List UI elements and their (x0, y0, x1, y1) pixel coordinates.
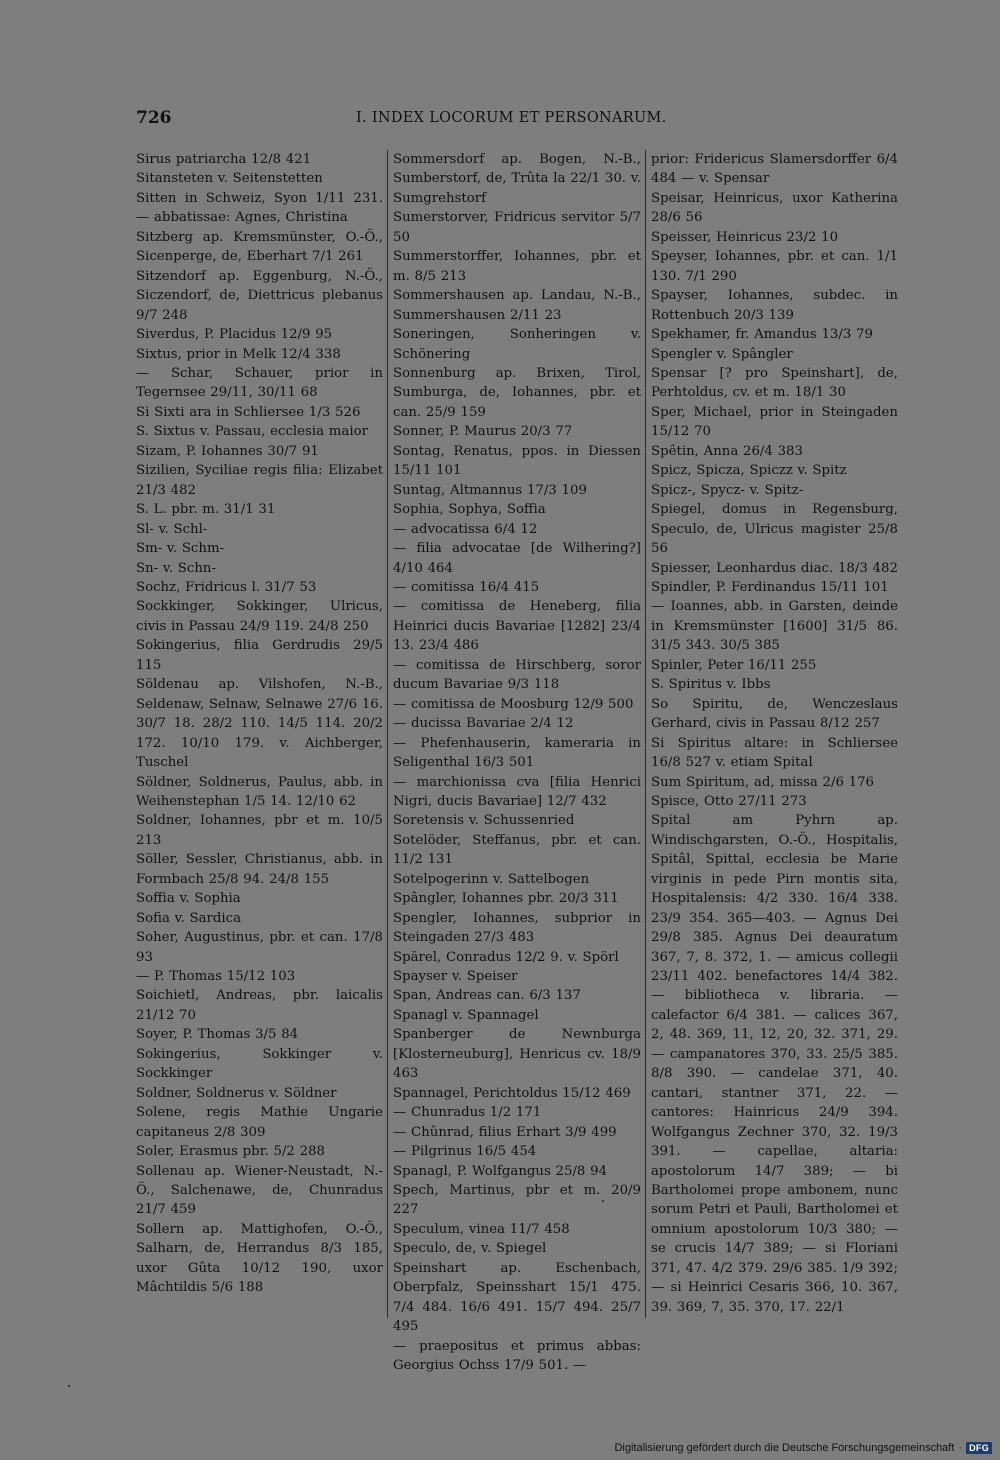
column-rule (645, 150, 646, 1318)
index-entry: Sper, Michael, prior in Steingaden 15/12 70 (651, 404, 898, 440)
index-entry: Sl- v. Schl- (136, 521, 208, 537)
index-entry: Solene, regis Mathie Ungarie capitaneus 2/8 309 (136, 1105, 383, 1140)
index-entry: Sm- v. Schm- (136, 541, 225, 557)
index-entry: Soldner, Soldnerus v. Söldner (136, 1085, 337, 1101)
index-entry: Spiegel, domus in Regensburg, Speculo, de, Ulricus magister 25/8 56 (651, 502, 898, 557)
index-entry: Sixtus, prior in Melk 12/4 338 (136, 346, 341, 362)
index-entry: Sokingerius, filia Gerdrudis 29/5 115 (136, 638, 383, 673)
page-number: 726 (136, 108, 172, 128)
index-entry: Sitzendorf ap. Eggenburg, N.-Ö., Siczendorf, de, Diettricus plebanus 9/7 248 (136, 268, 383, 323)
index-entry: — comitissa de Heneberg, filia Heinrici ducis Bavariae [1282] 23/4 13. 23/4 486 (393, 599, 641, 654)
index-entry: Söldenau ap. Vilshofen, N.-B., Seldenaw, Selnaw, Selnawe 27/6 16. 30/7 18. 28/2 110. 14/5 114. 20/2 172. 10/10 179. v. Aichberger, Tuschel (136, 677, 383, 771)
column-rule (387, 150, 388, 1318)
index-entry: — praepositus et primus abbas: Georgius Ochss 17/9 501. — (393, 1338, 641, 1374)
index-entry: Sn- v. Schn- (136, 560, 216, 576)
index-column-2 (393, 150, 641, 1376)
index-entry: Spanberger de Newnburga [Klosterneuburg], Henricus cv. 18/9 463 (393, 1027, 641, 1082)
index-entry: Sofia v. Sardica (136, 910, 242, 926)
index-entry: Sontag, Renatus, ppos. in Diessen 15/11 101 (393, 443, 641, 479)
index-entry: — comitissa 16/4 415 (393, 579, 540, 595)
digitization-credit: Digitalisierung gefördert durch die Deutsche Forschungsgemeinschaft · DFG (614, 1442, 992, 1454)
index-entry: So Spiritu, de, Wenczeslaus Gerhard, civis in Passau 8/12 257 (651, 696, 898, 732)
index-entry: Sophia, Sophya, Soffia (393, 502, 546, 518)
index-entry: Sochz, Fridricus l. 31/7 53 (136, 579, 317, 595)
index-entry: Sitten in Schweiz, Syon 1/11 231. — abbatissae: Agnes, Christina (136, 190, 383, 226)
index-entry: Spanagl, P. Wolfgangus 25/8 94 (393, 1163, 608, 1179)
index-entry: Spengler, Iohannes, subprior in Steingaden 27/3 483 (393, 910, 641, 946)
index-entry: Speyser, Iohannes, pbr. et can. 1/1 130. 7/1 290 (651, 249, 898, 284)
index-entry: Sotelöder, Steffanus, pbr. et can. 11/2 131 (393, 832, 641, 868)
index-entry: Si Sixti ara in Schliersee 1/3 526 (136, 404, 361, 420)
index-entry: Söller, Sessler, Christianus, abb. in Formbach 25/8 94. 24/8 155 (136, 852, 383, 887)
index-entry: — Pilgrinus 16/5 454 (393, 1144, 537, 1160)
index-entry: — Chûnrad, filius Erhart 3/9 499 (393, 1124, 617, 1140)
index-entry: S. Sixtus v. Passau, ecclesia maior (136, 424, 368, 440)
index-entry: Spinler, Peter 16/11 255 (651, 657, 817, 673)
index-entry: Sum Spiritum, ad, missa 2/6 176 (651, 774, 875, 790)
index-entry: Spengler v. Spângler (651, 346, 793, 362)
index-entry: Soretensis v. Schussenried (393, 813, 575, 829)
index-entry: Spanagl v. Spannagel (393, 1007, 539, 1023)
dfg-logo: DFG (966, 1442, 992, 1454)
index-entry: Sitansteten v. Seitenstetten (136, 171, 323, 187)
index-entry: Spayser, Iohannes, subdec. in Rottenbuch 20/3 139 (651, 288, 898, 323)
index-entry: Spiesser, Leonhardus diac. 18/3 482 (651, 560, 898, 576)
index-entry: Suntag, Altmannus 17/3 109 (393, 482, 587, 498)
index-entry: Spisce, Otto 27/11 273 (651, 793, 807, 809)
index-entry: Sollern ap. Mattighofen, O.-Ö., Salharn, de, Herrandus 8/3 185, uxor Gûta 10/12 190, uxor Mâchtildis 5/6 188 (136, 1221, 383, 1296)
index-entry: Spital am Pyhrn ap. Windischgarsten, O.-Ö., Hospitalis, Spitâl, Spittal, ecclesia be Marie virginis in pede Pirn montis sita, Hospitalensis: 4/2 330. 16/4 338. 23/9 354. 365—403. — Agnus Dei 29/8 385. Agnus Dei deauratum 367, 7, 8. 372, 1. — amicus collegii 23/11 402. benefactores 14/4 382. — bibliotheca v. libraria. — calefactor 6/4 381. — calices 367, 2, 48. 369, 11, 12, 20, 32. 371, 29. — campanatores 370, 33. 25/5 385. 8/8 390. — candelae 371, 40. cantari, stantner 371, 22. — cantores: Hainricus 24/9 394. Wolfgangus Zechner 370, 32. 19/3 391. — capellae, altaria: apostolorum 14/7 389; — bi Bartholomei prope ambonem, nunc sorum Petri et Pauli, Bartholomei et omnium apostolorum 10/3 380; — se crucis 14/7 389; — si Floriani 371, 47. 4/2 379. 29/6 385. 1/9 392; — si Heinrici Cesaris 366, 10. 367, 39. 369, 7, 35. 370, 17. 22/1 (651, 813, 898, 1315)
index-entry: Spindler, P. Ferdinandus 15/11 101 (651, 579, 889, 595)
index-entry: Spannagel, Perichtoldus 15/12 469 (393, 1085, 631, 1101)
index-entry: Soneringen, Sonheringen v. Schönering (393, 327, 641, 362)
index-entry: Sollenau ap. Wiener-Neustadt, N.-Ö., Salchenawe, de, Chunradus 21/7 459 (136, 1163, 383, 1218)
index-entry: Sockkinger, Sokkinger, Ulricus, civis in Passau 24/9 119. 24/8 250 (136, 599, 383, 634)
index-entry: prior: Fridericus Slamersdorffer 6/4 484 — v. Spensar (651, 152, 898, 187)
scan-speck (68, 1385, 70, 1387)
index-entry: — P. Thomas 15/12 103 (136, 969, 296, 985)
index-column-1 (136, 150, 383, 1298)
running-title: I. INDEX LOCORUM ET PERSONARUM. (356, 110, 667, 126)
index-entry: Soldner, Iohannes, pbr et m. 10/5 213 (136, 813, 383, 848)
index-entry: Speinshart ap. Eschenbach, Oberpfalz, Speinsshart 15/1 475. 7/4 484. 16/6 491. 15/7 494. 25/7 495 (393, 1260, 641, 1335)
index-entry: Spicz-, Spycz- v. Spitz- (651, 482, 804, 498)
index-entry: — advocatissa 6/4 12 (393, 521, 538, 537)
index-entry: Söldner, Soldnerus, Paulus, abb. in Weihenstephan 1/5 14. 12/10 62 (136, 774, 383, 809)
index-entry: Spech, Martinus, pbr et m. 20/9 227 (393, 1183, 641, 1218)
index-entry: Siverdus, P. Placidus 12/9 95 (136, 327, 333, 343)
index-entry: S. Spiritus v. Ibbs (651, 677, 771, 693)
index-entry: Spêtin, Anna 26/4 383 (651, 443, 803, 459)
page-header (136, 108, 672, 130)
index-entry: — Chunradus 1/2 171 (393, 1105, 542, 1121)
index-entry: — ducissa Bavariae 2/4 12 (393, 716, 574, 732)
index-entry: Sitzberg ap. Kremsmünster, O.-Ö., Sicenperge, de, Eberhart 7/1 261 (136, 229, 383, 265)
index-entry: Sokingerius, Sokkinger v. Sockkinger (136, 1046, 383, 1082)
index-entry: Si Spiritus altare: in Schliersee 16/8 527 v. etiam Spital (651, 735, 898, 771)
index-entry: S. L. pbr. m. 31/1 31 (136, 502, 276, 518)
index-entry: Spärel, Conradus 12/2 9. v. Spörl (393, 949, 619, 965)
index-entry: Soffia v. Sophia (136, 891, 241, 907)
index-entry: Sonnenburg ap. Brixen, Tirol, Sumburga, de, Iohannes, pbr. et can. 25/9 159 (393, 365, 641, 420)
index-entry: Sommersdorf ap. Bogen, N.-B., Sumberstorf, de, Trûta la 22/1 30. v. Sumgrehstorf (393, 152, 641, 206)
index-entry: Spayser v. Speiser (393, 969, 518, 985)
index-entry: — Phefenhauserin, kameraria in Seligenthal 16/3 501 (393, 735, 641, 771)
index-entry: — comitissa de Hirschberg, soror ducum Bavariae 9/3 118 (393, 657, 641, 693)
index-entry: Soler, Erasmus pbr. 5/2 288 (136, 1144, 325, 1160)
index-entry: — Ioannes, abb. in Garsten, deinde in Kremsmünster [1600] 31/5 86. 31/5 343. 30/5 385 (651, 599, 898, 654)
index-entry: — Schar, Schauer, prior in Tegernsee 29/11, 30/11 68 (136, 365, 383, 401)
index-entry: Spicz, Spicza, Spiczz v. Spitz (651, 463, 847, 479)
index-entry: Sonner, P. Maurus 20/3 77 (393, 424, 573, 440)
index-entry: — filia advocatae [de Wilhering?] 4/10 464 (393, 541, 641, 576)
index-entry: — comitissa de Moosburg 12/9 500 (393, 696, 634, 712)
index-entry: Spensar [? pro Speinshart], de, Perhtoldus, cv. et m. 18/1 30 (651, 365, 898, 401)
credit-text: Digitalisierung gefördert durch die Deutsche Forschungsgemeinschaft (614, 1442, 955, 1454)
index-entry: Sommershausen ap. Landau, N.-B., Summershausen 2/11 23 (393, 288, 641, 323)
index-entry: Speisser, Heinricus 23/2 10 (651, 229, 839, 245)
index-entry: — marchionissa cva [filia Henrici Nigri, ducis Bavariae] 12/7 432 (393, 774, 641, 809)
index-entry: Speculo, de, v. Spiegel (393, 1241, 547, 1257)
index-entry: Sizam, P. Iohannes 30/7 91 (136, 443, 319, 459)
index-entry: Soyer, P. Thomas 3/5 84 (136, 1027, 299, 1043)
index-entry: Soichietl, Andreas, pbr. laicalis 21/12 70 (136, 988, 383, 1023)
index-entry: Span, Andreas can. 6/3 137 (393, 988, 581, 1004)
index-entry: Speisar, Heinricus, uxor Katherina 28/6 56 (651, 190, 898, 226)
index-entry: Speculum, vinea 11/7 458 (393, 1221, 570, 1237)
index-entry: Spekhamer, fr. Amandus 13/3 79 (651, 327, 873, 343)
index-entry: Sirus patriarcha 12/8 421 (136, 152, 312, 167)
scan-speck (602, 1200, 604, 1202)
index-entry: Sizilien, Syciliae regis filia: Elizabet 21/3 482 (136, 463, 383, 498)
index-entry: Sumerstorver, Fridricus servitor 5/7 50 (393, 210, 641, 245)
index-entry: Summerstorffer, Iohannes, pbr. et m. 8/5 213 (393, 249, 641, 284)
index-column-3 (651, 150, 898, 1317)
index-entry: Spângler, Iohannes pbr. 20/3 311 (393, 891, 619, 907)
index-entry: Soher, Augustinus, pbr. et can. 17/8 93 (136, 930, 383, 965)
index-entry: Sotelpogerinn v. Sattelbogen (393, 871, 590, 887)
